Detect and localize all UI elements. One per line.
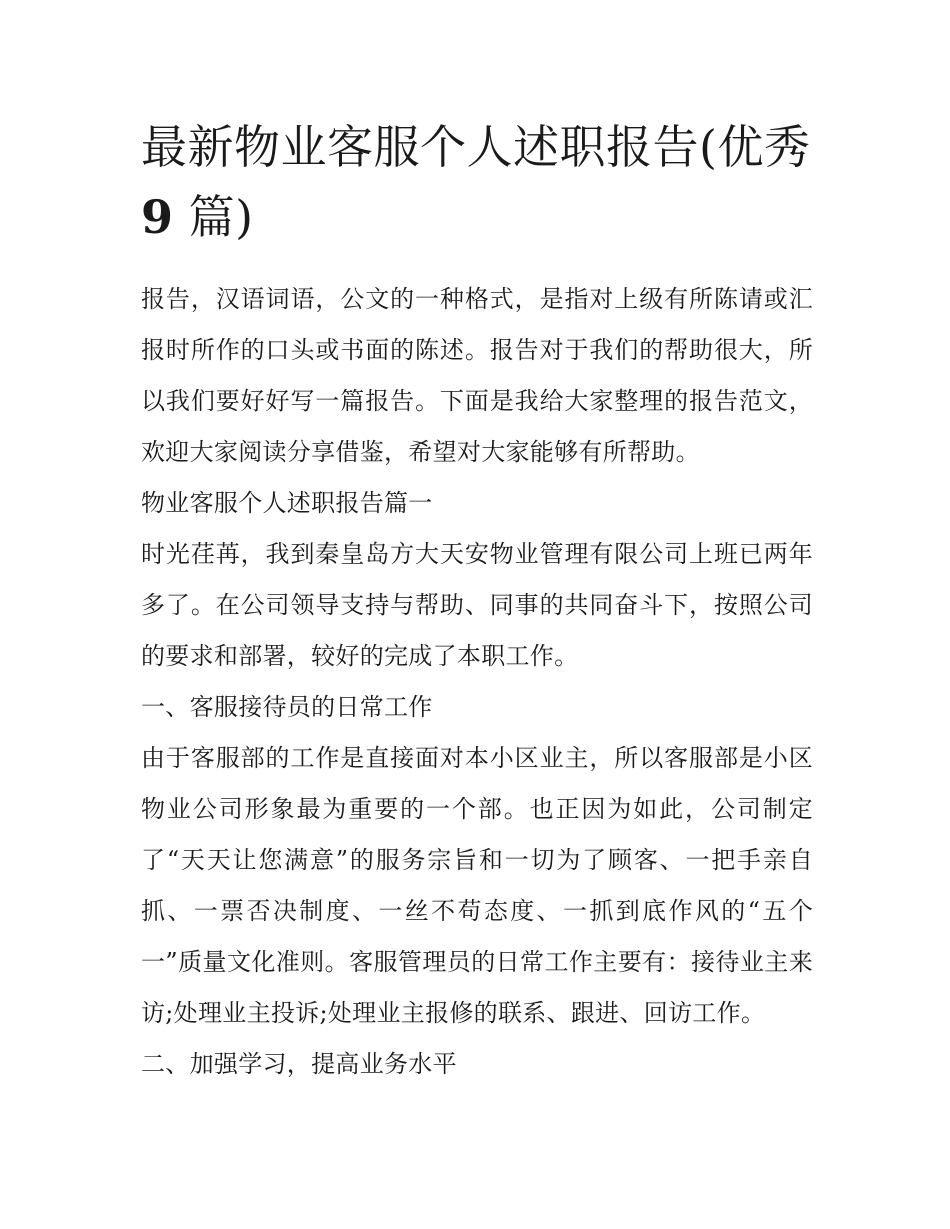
intro-paragraph: 报告，汉语词语，公文的一种格式，是指对上级有所陈请或汇报时所作的口头或书面的陈述。报告对于我们的帮助很大，所以我们要好好写一篇报告。下面是我给大家整理的报告范文，欢迎大家阅读分享借鉴，希望对大家能够有所帮助。: [141, 285, 813, 466]
document-title: [141, 112, 813, 252]
subsection-paragraph-1: 由于客服部的工作是直接面对本小区业主，所以客服部是小区物业公司形象最为重要的一个部。也正因为如此，公司制定了“天天让您满意”的服务宗旨和一切为了顾客、一把手亲自抓、一票否决制度、一丝不苟态度、一抓到底作风的“五个一”质量文化准则。客服管理员的日常工作主要有：接待业主来访;处理业主投诉;处理业主报修的联系、跟进、回访工作。: [141, 744, 813, 1027]
section-heading: 物业客服个人述职报告篇一: [141, 489, 433, 517]
title-number: 9: [141, 190, 174, 244]
section-paragraph: 时光荏苒，我到秦皇岛方大天安物业管理有限公司上班已两年多了。在公司领导支持与帮助、同事的共同奋斗下，按照公司的要求和部署，较好的完成了本职工作。: [141, 540, 813, 670]
subsection-heading-1: 一、客服接待员的日常工作: [141, 693, 433, 721]
subsection-heading-2: 二、加强学习，提高业务水平: [141, 1050, 457, 1078]
document-body: [141, 112, 813, 1090]
title-text-end: 篇): [188, 190, 254, 244]
title-text: 最新物业客服个人述职报告(优秀: [141, 120, 811, 174]
